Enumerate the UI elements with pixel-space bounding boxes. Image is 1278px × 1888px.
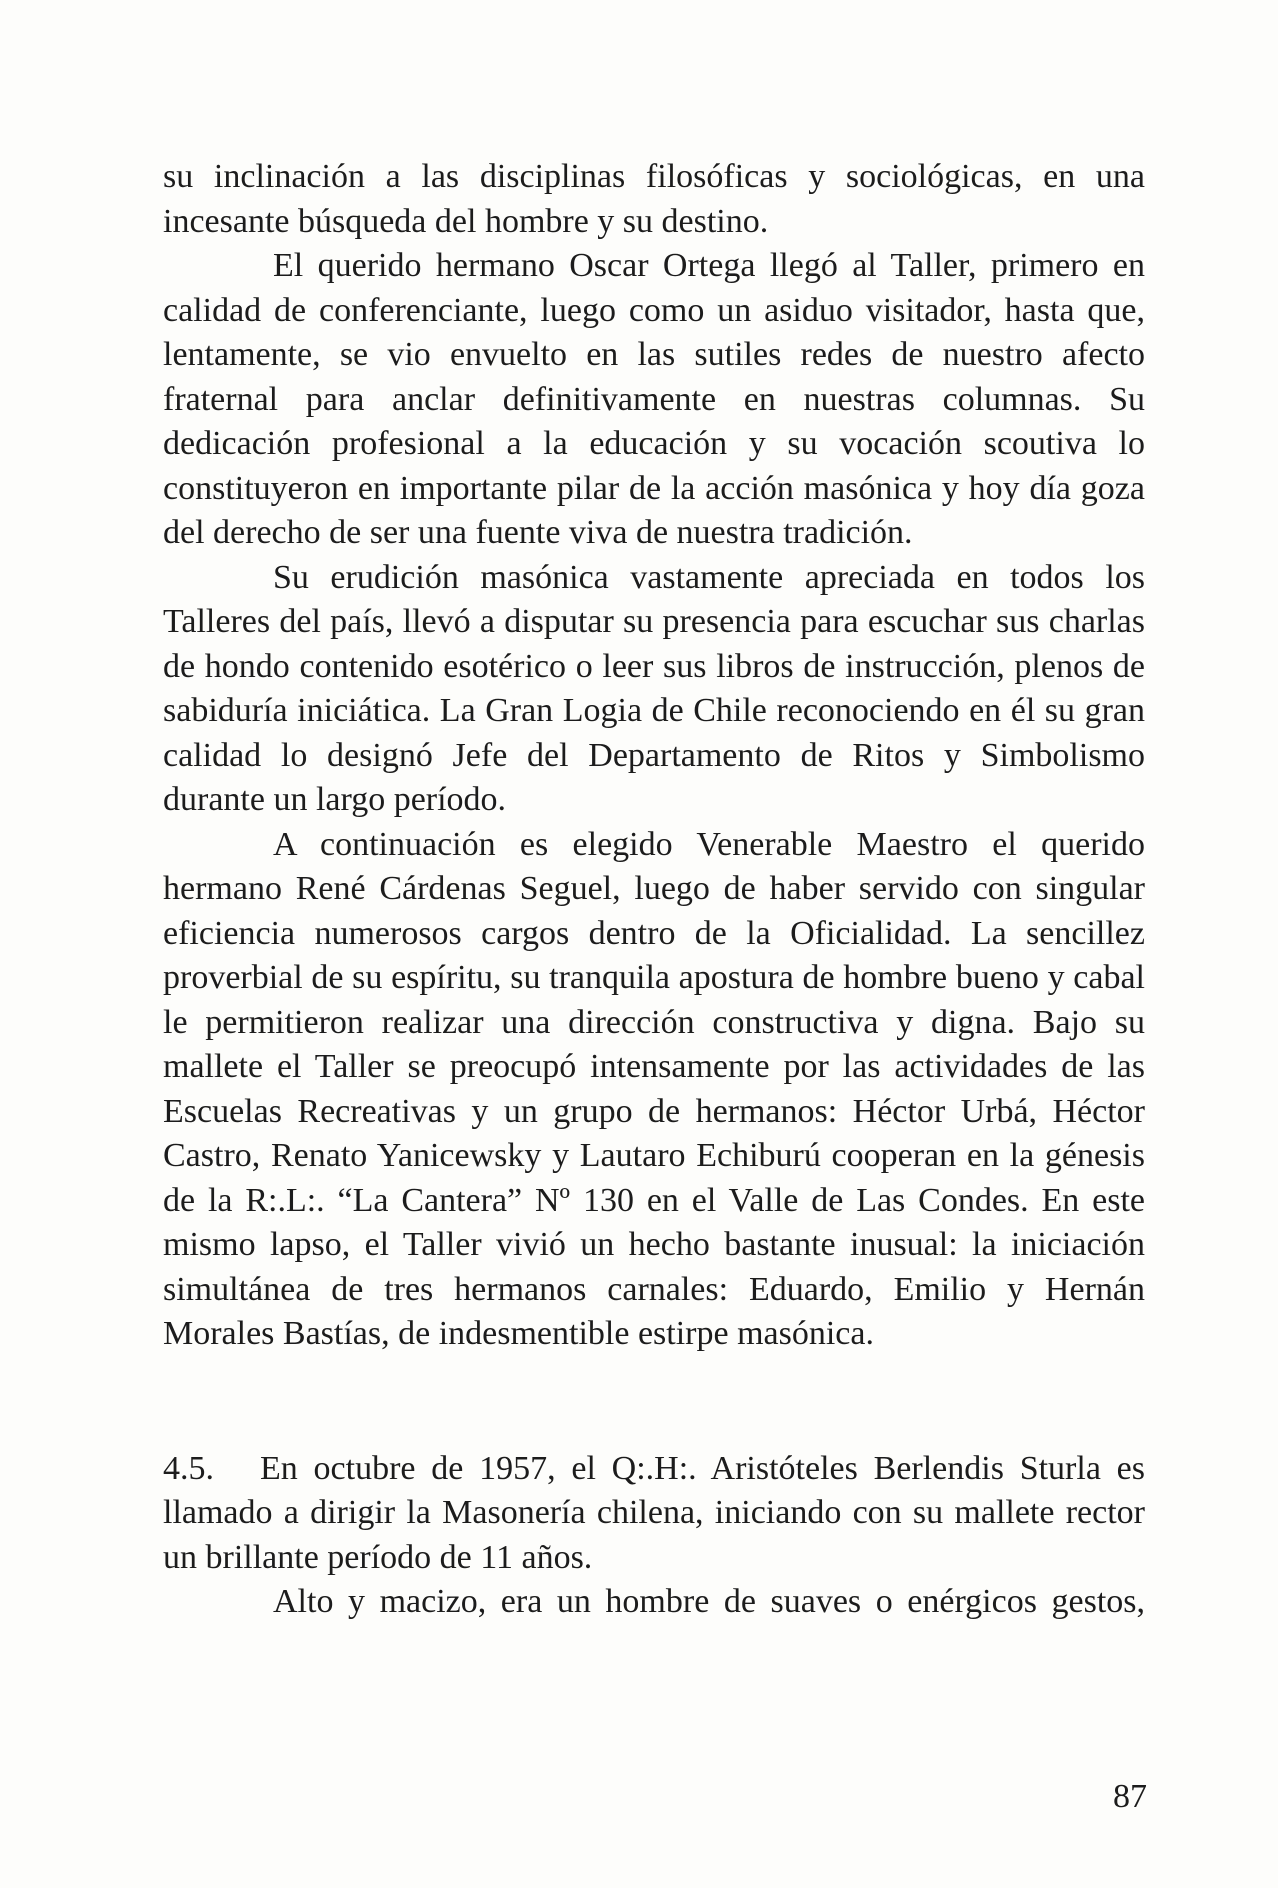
section-number: 4.5. — [163, 1449, 214, 1487]
section-4-5 — [163, 1447, 1145, 1581]
paragraph-continuation: su inclinación a las disciplinas filosóficas y sociológicas, en una incesante búsqueda del hombre y su destino. — [163, 158, 1145, 240]
section-text: En octubre de 1957, el Q:.H:. Aristóteles Berlendis Sturla es llamado a dirigir la Masonería chilena, iniciando con su mallete rector un brillante período de 11 años. — [163, 1449, 1145, 1576]
paragraph-oscar-ortega: El querido hermano Oscar Ortega llegó al Taller, primero en calidad de conferenciante, luego como un asiduo visitador, hasta que, lentamente, se vio envuelto en las sutiles redes de nuestro afecto fraternal para anclar definitivamente en nuestras columnas. Su dedicación profesional a la educación y su vocación scoutiva lo constituyeron en importante pilar de la acción masónica y hoy día goza del derecho de ser una fuente viva de nuestra tradición. — [163, 247, 1145, 551]
paragraph-rene-cardenas: A continuación es elegido Venerable Maestro el querido hermano René Cárdenas Seguel, luego de haber servido con singular eficiencia numerosos cargos dentro de la Oficialidad. La sencillez proverbial de su espíritu, su tranquila apostura de hombre bueno y cabal le permitieron realizar una dirección constructiva y digna. Bajo su mallete el Taller se preocupó intensamente por las actividades de las Escuelas Recreativas y un grupo de hermanos: Héctor Urbá, Héctor Castro, Renato Yanicewsky y Lautaro Echiburú cooperan en la génesis de la R:.L:. “La Cantera” Nº 130 en el Valle de Las Condes. En este mismo lapso, el Taller vivió un hecho bastante inusual: la iniciación simultánea de tres hermanos carnales: Eduardo, Emilio y Hernán Morales Bastías, de indesmentible estirpe masónica. — [163, 825, 1145, 1352]
page-number: 87 — [1113, 1778, 1147, 1815]
body-text — [163, 155, 1145, 1625]
paragraph-final: Alto y macizo, era un hombre de suaves o enérgicos gestos, — [273, 1583, 1145, 1620]
paragraph-erudicion: Su erudición masónica vastamente apreciada en todos los Talleres del país, llevó a disputar su presencia para escuchar sus charlas de hondo contenido esotérico o leer sus libros de instrucción, plenos de sabiduría iniciática. La Gran Logia de Chile reconociendo en él su gran calidad lo designó Jefe del Departamento de Ritos y Simbolismo durante un largo período. — [163, 558, 1145, 818]
